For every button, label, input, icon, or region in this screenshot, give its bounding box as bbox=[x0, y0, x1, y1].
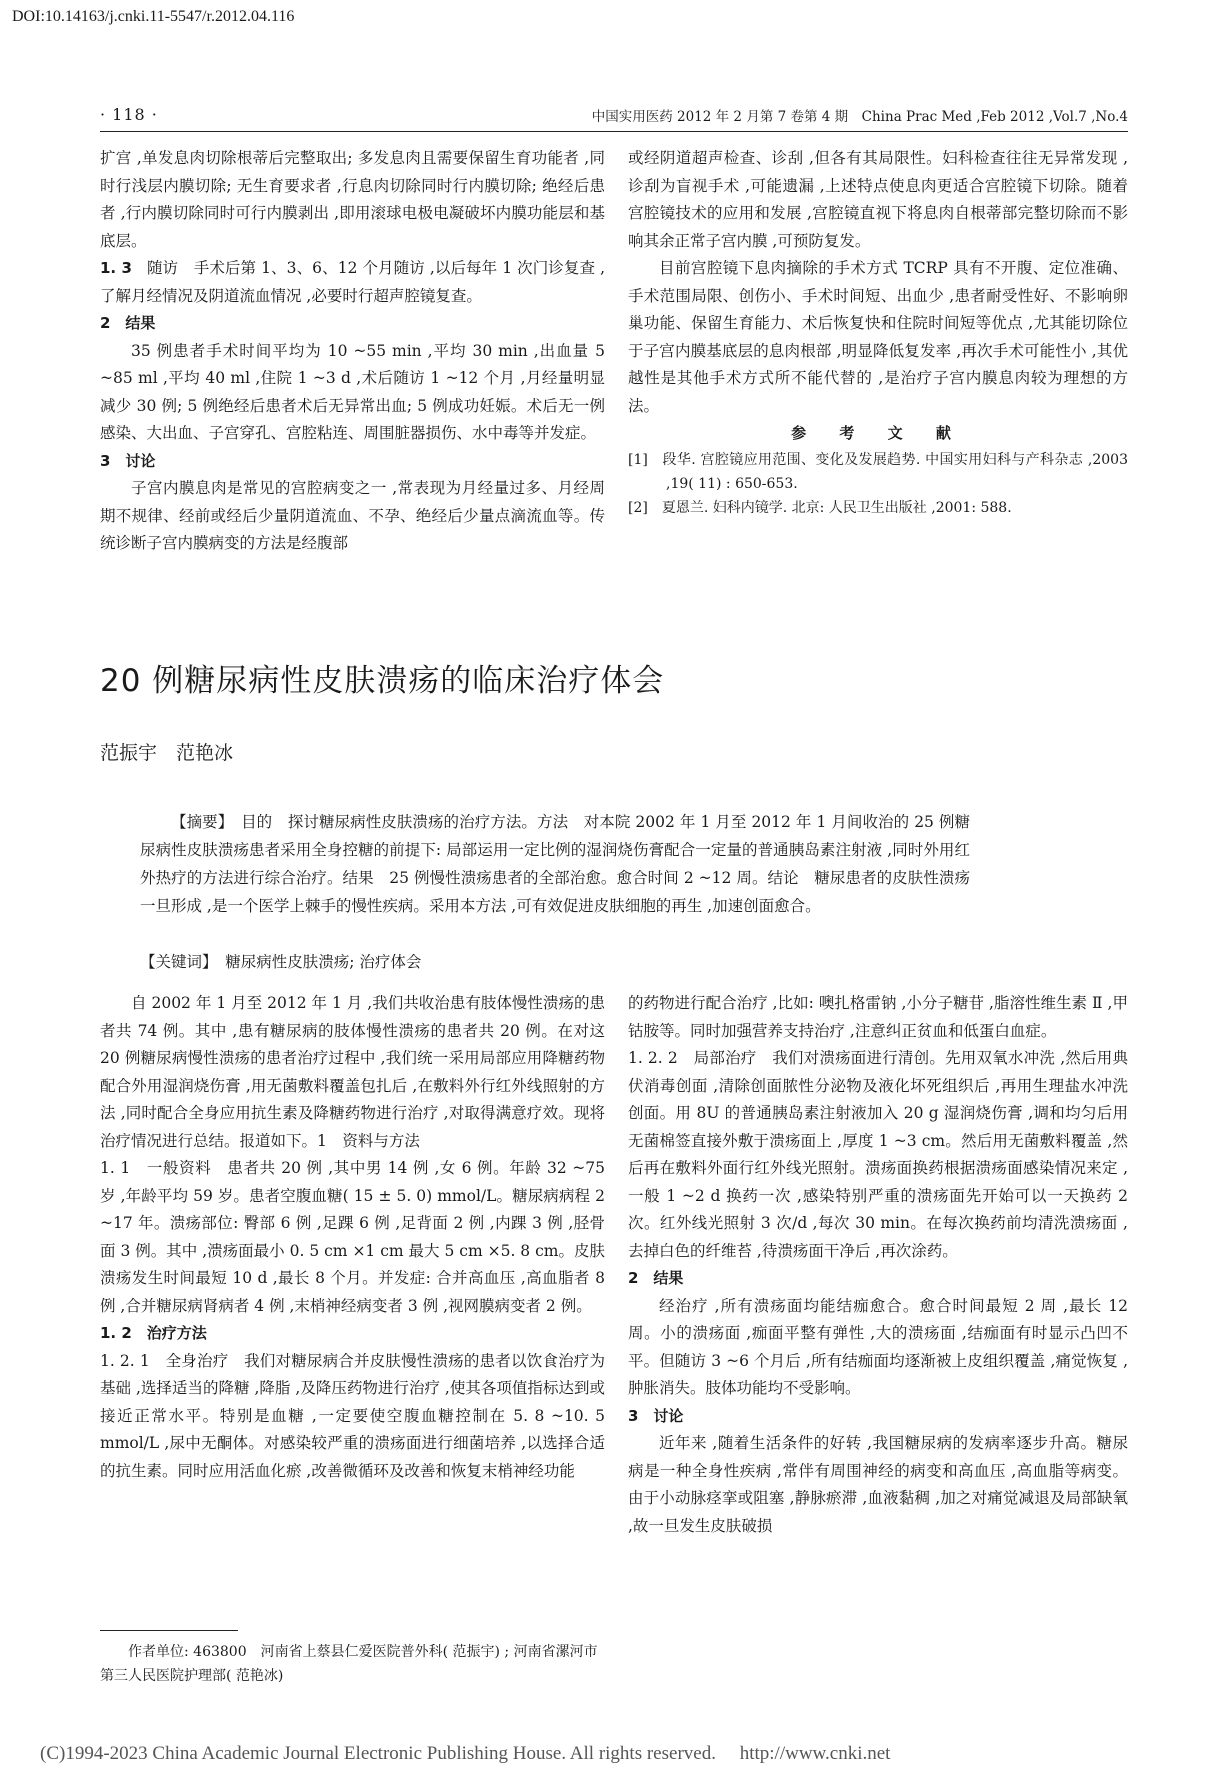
paragraph: 1. 2. 2 局部治疗 我们对溃疡面进行清创。先用双氧水冲洗 ,然后用典伏消毒创面 ,清除创面脓性分泌物及液化坏死组织后 ,再用生理盐水冲洗创面。用 8U 的普通胰岛素注射液加入 20 g 湿润烧伤膏 ,调和均匀后用无菌棉签直接外敷于溃疡面上 ,厚度 1 ~3 cm。然后用无菌敷料覆盖 ,然后再在敷料外面行红外线光照射。溃疡面换药根据溃疡面感染情况来定 ,一般 1 ~2 d 换药一次 ,感染特别严重的溃疡面先开始可以一天换药 2 次。红外线光照射 3 次/d ,每次 30 min。在每次换药前均清洗溃疡面 ,去掉白色的纤维苔 ,待溃疡面干净后 ,再次涂药。 bbox=[628, 1049, 1128, 1260]
journal-citation: 中国实用医药 2012 年 2 月第 7 卷第 4 期 China Prac Med ,Feb 2012 ,Vol.7 ,No.4 bbox=[591, 109, 1128, 125]
running-header bbox=[100, 105, 1128, 125]
section-heading: 3 讨论 bbox=[628, 1406, 684, 1425]
copyright-line: (C)1994-2023 China Academic Journal Electronic Publishing House. All rights reserved. http://www.cnki.net bbox=[40, 1743, 891, 1764]
doi-line: DOI:10.14163/j.cnki.11-5547/r.2012.04.116 bbox=[12, 8, 295, 25]
footnote-text: 作者单位: 463800 河南省上蔡县仁爱医院普外科( 范振宇) ; 河南省漯河市第三人民医院护理部( 范艳冰) bbox=[100, 1644, 598, 1684]
paragraph: 自 2002 年 1 月至 2012 年 1 月 ,我们共收治患有肢体慢性溃疡的患者共 74 例。其中 ,患有糖尿病的肢体慢性溃疡的患者共 20 例。在对这 20 例糖尿病慢性溃疡的患者治疗过程中 ,我们统一采用局部应用降糖药物配合外用湿润烧伤膏 ,用无菌敷料覆盖包扎后 ,在敷料外行红外线照射的方法 ,同时配合全身应用抗生素及降糖药物进行治疗 ,对取得满意疗效。现将治疗情况进行总结。报道如下。1 资料与方法 bbox=[100, 994, 605, 1150]
references-heading: 参 考 文 献 bbox=[791, 424, 965, 442]
section-number: 1. 3 bbox=[100, 259, 132, 277]
footnote-rule bbox=[100, 1630, 238, 1631]
article-authors: 范振宇 范艳冰 bbox=[100, 742, 234, 764]
section-heading: 1. 2 治疗方法 bbox=[100, 1324, 207, 1342]
paragraph-text: 随访 手术后第 1、3、6、12 个月随访 ,以后每年 1 次门诊复查 ,了解月经情况及阴道流血情况 ,必要时行超声腔镜复查。 bbox=[100, 259, 606, 305]
author-affiliation-footnote bbox=[100, 1640, 610, 1688]
article-title: 20 例糖尿病性皮肤溃疡的临床治疗体会 bbox=[100, 663, 665, 699]
reference-list bbox=[628, 448, 1128, 520]
paragraph: 1. 2. 1 全身治疗 我们对糖尿病合并皮肤慢性溃疡的患者以饮食治疗为基础 ,选择适当的降糖 ,降脂 ,及降压药物进行治疗 ,使其各项值指标达到或接近正常水平。特别是血糖 ,一定要使空腹血糖控制在 5. 8 ~10. 5 mmol/L ,尿中无酮体。对感染较严重的溃疡面进行细菌培养 ,以选择合适的抗生素。同时应用活血化瘀 ,改善微循环及改善和恢复末梢神经功能 bbox=[100, 1351, 605, 1480]
section-heading: 3 讨论 bbox=[100, 451, 156, 470]
paragraph bbox=[100, 255, 605, 310]
paragraph: 经治疗 ,所有溃疡面均能结痂愈合。愈合时间最短 2 周 ,最长 12 周。小的溃疡面 ,痂面平整有弹性 ,大的溃疡面 ,结痂面有时显示凸凹不平。但随访 3 ~6 个月后 ,所有结痂面均逐渐被上皮组织覆盖 ,痛觉恢复 ,肿胀消失。肢体功能均不受影响。 bbox=[628, 1296, 1128, 1397]
paragraph: 近年来 ,随着生活条件的好转 ,我国糖尿病的发病率逐步升高。糖尿病是一种全身性疾病 ,常伴有周围神经的病变和高血压 ,高血脂等病变。由于小动脉痉挛或阻塞 ,静脉瘀滞 ,血液黏稠 ,加之对痛觉减退及局部缺氧 ,故一旦发生皮肤破损 bbox=[628, 1434, 1128, 1535]
abstract bbox=[140, 808, 970, 920]
abstract-text: 【摘要】 目的 探讨糖尿病性皮肤溃疡的治疗方法。方法 对本院 2002 年 1 月至 2012 年 1 月间收治的 25 例糖尿病性皮肤溃疡患者采用全身控糖的前提下: 局部运用一定比例的湿润烧伤膏配合一定量的普通胰岛素注射液 ,同时外用红外热疗的方法进行综合治疗。结果 25 例慢性溃疡患者的全部治愈。愈合时间 2 ~12 周。结论 糖尿患者的皮肤性溃疡一旦形成 ,是一个医学上棘手的慢性疾病。采用本方法 ,可有效促进皮肤细胞的再生 ,加速创面愈合。 bbox=[140, 813, 970, 915]
header-rule bbox=[100, 131, 1128, 132]
keywords: 【关键词】 糖尿病性皮肤溃疡; 治疗体会 bbox=[140, 953, 422, 971]
page-number: · 118 · bbox=[100, 105, 158, 124]
prev-article-right-column bbox=[628, 145, 1128, 520]
reference-item: [1] 段华. 宫腔镜应用范围、变化及发展趋势. 中国实用妇科与产科杂志 ,2003 ,19( 11) : 650-653. bbox=[628, 451, 1128, 492]
article-left-column bbox=[100, 990, 605, 1485]
paragraph: 35 例患者手术时间平均为 10 ~55 min ,平均 30 min ,出血量 5 ~85 ml ,平均 40 ml ,住院 1 ~3 d ,术后随访 1 ~12 个月 ,月经量明显减少 30 例; 5 例绝经后患者术后无异常出血; 5 例成功妊娠。术后无一例感染、大出血、子宫穿孔、宫腔粘连、周围脏器损伤、水中毒等并发症。 bbox=[100, 341, 605, 442]
section-heading: 2 结果 bbox=[100, 314, 156, 332]
reference-item: [2] 夏恩兰. 妇科内镜学. 北京: 人民卫生出版社 ,2001: 588. bbox=[628, 499, 1012, 516]
section-heading: 2 结果 bbox=[628, 1269, 684, 1287]
paragraph: 子宫内膜息肉是常见的宫腔病变之一 ,常表现为月经量过多、月经周期不规律、经前或经后少量阴道流血、不孕、绝经后少量点滴流血等。传统诊断子宫内膜病变的方法是经腹部 bbox=[100, 479, 605, 552]
paragraph: 1. 1 一般资料 患者共 20 例 ,其中男 14 例 ,女 6 例。年龄 32 ~75 岁 ,年龄平均 59 岁。患者空腹血糖( 15 ± 5. 0) mmol/L。糖尿病病程 2 ~17 年。溃疡部位: 臀部 6 例 ,足踝 6 例 ,足背面 2 例 ,内踝 3 例 ,胫骨面 3 例。其中 ,溃疡面最小 0. 5 cm ×1 cm 最大 5 cm ×5. 8 cm。皮肤溃疡发生时间最短 10 d ,最长 8 个月。并发症: 合并高血压 ,高血脂者 8 例 ,合并糖尿病肾病者 4 例 ,末梢神经病变者 3 例 ,视网膜病变者 2 例。 bbox=[100, 1159, 605, 1315]
paragraph: 目前宫腔镜下息肉摘除的手术方式 TCRP 具有不开腹、定位准确、手术范围局限、创伤小、手术时间短、出血少 ,患者耐受性好、不影响卵巢功能、保留生育能力、术后恢复快和住院时间短等优点 ,尤其能切除位于子宫内膜基底层的息肉根部 ,明显降低复发率 ,再次手术可能性小 ,其优越性是其他手术方式所不能代替的 ,是治疗子宫内膜息肉较为理想的方法。 bbox=[628, 259, 1128, 415]
paragraph: 的药物进行配合治疗 ,比如: 噢扎格雷钠 ,小分子糖苷 ,脂溶性维生素 Ⅱ ,甲钴胺等。同时加强营养支持治疗 ,注意纠正贫血和低蛋白血症。 bbox=[628, 994, 1128, 1040]
paragraph: 扩宫 ,单发息肉切除根蒂后完整取出; 多发息肉且需要保留生育功能者 ,同时行浅层内膜切除; 无生育要求者 ,行息肉切除同时行内膜切除; 绝经后患者 ,行内膜切除同时可行内膜剥出 ,即用滚球电极电凝破坏内膜功能层和基底层。 bbox=[100, 149, 605, 250]
prev-article-left-column bbox=[100, 145, 605, 558]
article-right-column bbox=[628, 990, 1128, 1540]
paragraph: 或经阴道超声检查、诊刮 ,但各有其局限性。妇科检查往往无异常发现 ,诊刮为盲视手术 ,可能遗漏 ,上述特点使息肉更适合宫腔镜下切除。随着宫腔镜技术的应用和发展 ,宫腔镜直视下将息肉自根蒂部完整切除而不影响其余正常子宫内膜 ,可预防复发。 bbox=[628, 149, 1128, 250]
